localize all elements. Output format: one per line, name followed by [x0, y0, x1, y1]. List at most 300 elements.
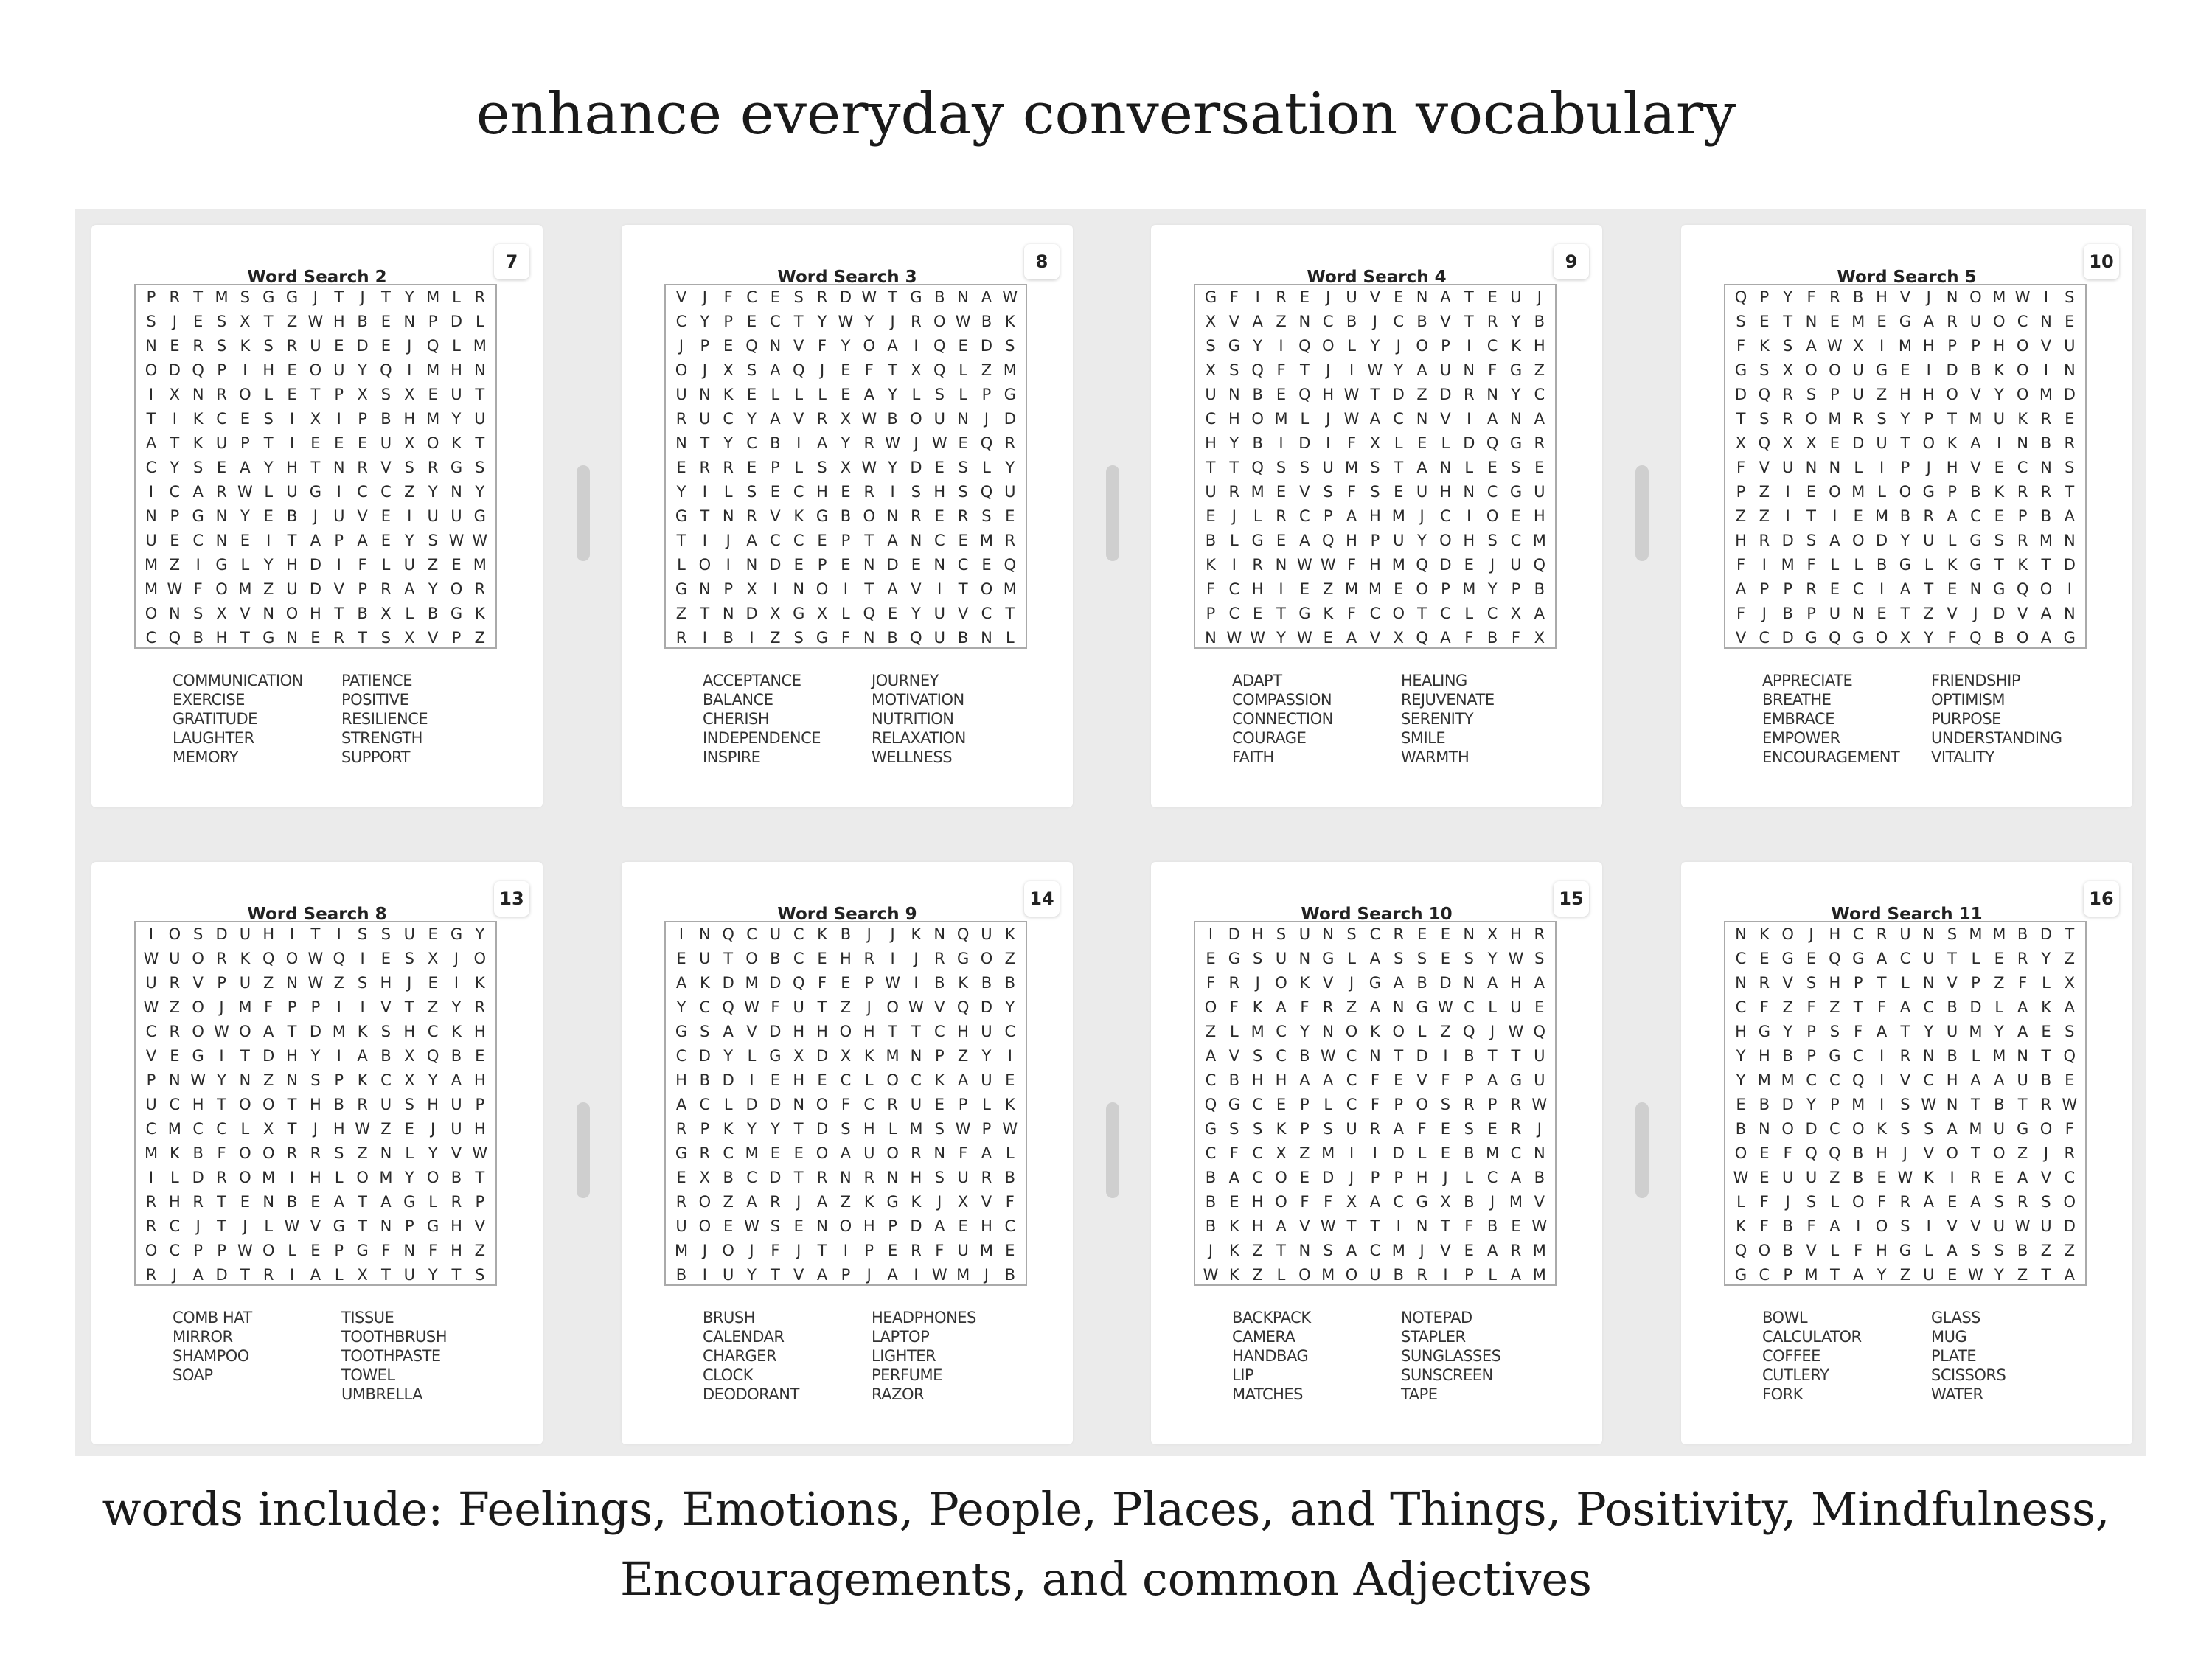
grid-letter: E	[1394, 580, 1404, 598]
grid-letter: S	[1440, 1096, 1451, 1113]
grid-row	[1725, 1239, 2085, 1263]
grid-letter: K	[1299, 974, 1310, 992]
grid-letter: P	[958, 1096, 968, 1113]
grid-row	[1725, 431, 2085, 456]
grid-letter: F	[1854, 1023, 1863, 1040]
grid-letter: K	[474, 605, 485, 622]
word-item: WARMTH	[1401, 748, 1470, 766]
grid-letter: P	[1806, 605, 1816, 622]
word-list-column	[1401, 671, 1542, 767]
grid-letter: P	[217, 974, 226, 992]
grid-letter: X	[1782, 434, 1793, 452]
grid-letter: N	[1486, 386, 1498, 403]
grid-letter: H	[981, 1217, 992, 1235]
letter-grid	[134, 284, 497, 649]
grid-letter: O	[473, 950, 487, 967]
grid-letter: L	[1229, 532, 1239, 549]
grid-row	[666, 358, 1026, 383]
grid-row	[1195, 626, 1555, 650]
grid-letter: S	[934, 386, 945, 403]
grid-letter: Z	[333, 974, 344, 992]
grid-letter: W	[1320, 556, 1336, 574]
grid-letter: I	[289, 434, 295, 452]
grid-letter: S	[1806, 532, 1817, 549]
grid-letter: X	[840, 1047, 852, 1065]
grid-letter: R	[816, 288, 828, 306]
worksheet-page[interactable]	[622, 225, 1073, 807]
grid-letter: C	[1510, 1144, 1522, 1162]
grid-letter: K	[699, 974, 710, 992]
grid-letter: Y	[1511, 386, 1521, 403]
grid-row	[1725, 480, 2085, 504]
grid-letter: K	[1759, 337, 1770, 355]
grid-row	[1725, 1141, 2085, 1166]
grid-letter: H	[1922, 337, 1935, 355]
grid-letter: C	[216, 410, 227, 428]
grid-letter: E	[2041, 1023, 2051, 1040]
grid-letter: L	[1464, 605, 1474, 622]
grid-letter: R	[1486, 313, 1498, 330]
grid-letter: R	[1876, 925, 1888, 943]
word-item: LIGHTER	[872, 1347, 936, 1365]
grid-letter: C	[933, 1023, 945, 1040]
grid-letter: B	[723, 629, 734, 647]
grid-letter: H	[1510, 925, 1522, 943]
grid-letter: I	[1231, 556, 1237, 574]
grid-letter: F	[1759, 1193, 1769, 1211]
grid-letter: X	[1534, 629, 1545, 647]
grid-letter: T	[1370, 386, 1380, 403]
page-number-badge: 13	[494, 881, 529, 917]
grid-letter: P	[1783, 580, 1793, 598]
grid-letter: M	[1251, 1023, 1265, 1040]
grid-letter: A	[1829, 1217, 1840, 1235]
grid-letter: Y	[475, 483, 485, 501]
grid-letter: I	[1785, 483, 1790, 501]
grid-letter: M	[1898, 337, 1912, 355]
grid-row	[136, 1166, 495, 1190]
worksheet-title: Word Search 11	[1831, 905, 1983, 924]
grid-letter: T	[334, 605, 344, 622]
grid-letter: U	[910, 1096, 922, 1113]
grid-letter: A	[746, 532, 757, 549]
grid-letter: A	[1486, 974, 1498, 992]
grid-letter: P	[1947, 337, 1957, 355]
grid-letter: D	[309, 580, 321, 598]
grid-letter: L	[747, 1047, 757, 1065]
grid-letter: A	[1416, 459, 1427, 476]
grid-letter: J	[702, 361, 707, 379]
grid-letter: V	[380, 459, 392, 476]
grid-letter: T	[310, 386, 321, 403]
grid-letter: L	[452, 337, 461, 355]
grid-letter: L	[452, 288, 461, 306]
grid-letter: V	[1947, 1217, 1958, 1235]
grid-letter: X	[840, 410, 852, 428]
grid-letter: I	[843, 1242, 848, 1259]
grid-letter: O	[1416, 1096, 1428, 1113]
grid-letter: S	[1900, 1120, 1910, 1138]
grid-letter: U	[933, 629, 945, 647]
grid-letter: B	[887, 410, 898, 428]
grid-letter: R	[474, 580, 486, 598]
grid-letter: R	[474, 288, 486, 306]
grid-letter: V	[310, 1217, 321, 1235]
grid-letter: N	[168, 605, 181, 622]
word-item: SOAP	[173, 1366, 213, 1384]
grid-letter: B	[981, 313, 992, 330]
grid-letter: K	[817, 925, 827, 943]
worksheet-page[interactable]	[1151, 862, 1602, 1444]
grid-letter: V	[192, 974, 204, 992]
grid-letter: H	[1322, 386, 1335, 403]
grid-row	[136, 383, 495, 407]
grid-letter: L	[1924, 556, 1933, 574]
grid-letter: G	[1416, 998, 1428, 1016]
grid-letter: L	[1276, 1266, 1286, 1284]
grid-letter: O	[285, 950, 299, 967]
grid-letter: R	[1899, 1047, 1911, 1065]
grid-letter: T	[888, 288, 897, 306]
grid-letter: S	[746, 361, 757, 379]
grid-letter: R	[1393, 925, 1405, 943]
word-list	[173, 1308, 482, 1404]
grid-letter: P	[1806, 1047, 1816, 1065]
grid-letter: J	[1349, 974, 1354, 992]
grid-letter: R	[1463, 1096, 1475, 1113]
grid-letter: Y	[451, 998, 462, 1016]
grid-row	[666, 334, 1026, 358]
grid-letter: B	[380, 1047, 392, 1065]
grid-letter: U	[145, 1096, 157, 1113]
grid-letter: C	[1205, 410, 1217, 428]
grid-letter: J	[819, 361, 825, 379]
grid-letter: W	[885, 974, 900, 992]
grid-letter: I	[796, 434, 801, 452]
grid-letter: N	[403, 313, 416, 330]
grid-letter: Y	[310, 1047, 321, 1065]
grid-letter: M	[1992, 288, 2006, 306]
grid-letter: X	[1510, 605, 1522, 622]
grid-letter: J	[1537, 1120, 1542, 1138]
grid-letter: G	[1969, 532, 1982, 549]
grid-letter: P	[1924, 410, 1934, 428]
grid-letter: B	[357, 313, 368, 330]
grid-letter: G	[910, 288, 922, 306]
scroll-handle[interactable]	[1635, 465, 1649, 561]
grid-letter: K	[451, 434, 462, 452]
scroll-handle[interactable]	[1106, 1102, 1119, 1198]
grid-row	[666, 1068, 1026, 1093]
worksheet-title: Word Search 10	[1301, 905, 1453, 924]
grid-letter: Q	[722, 925, 734, 943]
grid-letter: C	[1252, 1144, 1264, 1162]
grid-letter: V	[427, 629, 439, 647]
grid-letter: N	[886, 1169, 899, 1186]
grid-row	[1195, 480, 1555, 504]
grid-letter: J	[1926, 459, 1931, 476]
grid-letter: N	[1463, 483, 1475, 501]
grid-letter: V	[145, 1047, 157, 1065]
grid-letter: N	[1369, 1047, 1381, 1065]
grid-row	[1195, 971, 1555, 995]
grid-letter: R	[981, 1169, 992, 1186]
grid-letter: K	[474, 974, 485, 992]
grid-letter: B	[1205, 532, 1217, 549]
grid-letter: E	[1947, 1193, 1958, 1211]
grid-row	[136, 971, 495, 995]
grid-letter: J	[1537, 288, 1542, 306]
grid-letter: Y	[428, 580, 438, 598]
word-item: BACKPACK	[1232, 1309, 1311, 1326]
grid-letter: A	[1346, 507, 1357, 525]
grid-letter: G	[309, 483, 322, 501]
grid-letter: F	[428, 1242, 438, 1259]
grid-letter: C	[746, 288, 757, 306]
grid-letter: D	[309, 556, 321, 574]
worksheet-page[interactable]	[1681, 225, 2132, 807]
grid-letter: P	[1971, 974, 1980, 992]
grid-letter: U	[2040, 1217, 2052, 1235]
grid-letter: J	[890, 925, 895, 943]
grid-letter: O	[2039, 580, 2053, 598]
grid-letter: G	[815, 629, 829, 647]
grid-letter: D	[769, 974, 782, 992]
grid-letter: T	[1299, 361, 1310, 379]
scroll-handle[interactable]	[1106, 465, 1119, 561]
word-list-column	[872, 1308, 1012, 1404]
grid-letter: L	[334, 1266, 344, 1284]
grid-letter: P	[1441, 580, 1450, 598]
grid-letter: L	[405, 1144, 414, 1162]
grid-letter: S	[1806, 1193, 1817, 1211]
grid-letter: C	[793, 483, 804, 501]
word-list-column	[341, 1308, 482, 1404]
grid-letter: N	[380, 1144, 392, 1162]
worksheet-page[interactable]	[622, 862, 1073, 1444]
grid-letter: S	[841, 1120, 851, 1138]
grid-letter: S	[1947, 925, 1958, 943]
grid-letter: E	[1440, 1144, 1451, 1162]
grid-letter: E	[1299, 580, 1310, 598]
grid-letter: I	[407, 507, 412, 525]
grid-letter: B	[770, 950, 781, 967]
grid-letter: K	[357, 1071, 368, 1089]
grid-letter: E	[1947, 1266, 1958, 1284]
grid-letter: P	[475, 1096, 485, 1113]
grid-letter: R	[675, 1193, 687, 1211]
grid-letter: Y	[888, 459, 897, 476]
grid-letter: G	[215, 556, 228, 574]
grid-row	[666, 947, 1026, 971]
grid-letter: T	[1276, 1242, 1286, 1259]
grid-letter: T	[1877, 974, 1887, 992]
grid-letter: E	[1206, 507, 1216, 525]
grid-letter: T	[287, 1120, 297, 1138]
grid-letter: J	[407, 337, 412, 355]
grid-letter: N	[981, 629, 992, 647]
word-item: STAPLER	[1401, 1328, 1466, 1346]
grid-letter: R	[1510, 1242, 1522, 1259]
grid-letter: O	[239, 1169, 251, 1186]
grid-letter: F	[1005, 1193, 1015, 1211]
grid-letter: R	[911, 507, 922, 525]
grid-letter: Y	[1229, 434, 1239, 452]
grid-letter: Y	[170, 459, 180, 476]
grid-letter: C	[169, 1096, 181, 1113]
grid-row	[136, 602, 495, 626]
grid-row	[136, 310, 495, 334]
grid-letter: O	[145, 605, 158, 622]
grid-letter: I	[336, 998, 341, 1016]
grid-letter: G	[1004, 386, 1016, 403]
scroll-handle[interactable]	[577, 465, 590, 561]
grid-letter: T	[1346, 1217, 1357, 1235]
grid-letter: I	[336, 1047, 341, 1065]
grid-letter: R	[1416, 1266, 1427, 1284]
grid-letter: E	[934, 1096, 945, 1113]
grid-letter: V	[1899, 1071, 1911, 1089]
grid-letter: A	[1806, 337, 1817, 355]
grid-letter: E	[428, 386, 438, 403]
grid-letter: L	[334, 1169, 344, 1186]
grid-letter: W	[931, 1266, 947, 1284]
grid-letter: M	[1321, 1144, 1335, 1162]
grid-letter: G	[450, 459, 463, 476]
grid-letter: W	[2014, 1217, 2031, 1235]
grid-letter: Y	[404, 1169, 414, 1186]
grid-letter: R	[357, 1096, 368, 1113]
grid-letter: J	[1326, 410, 1331, 428]
grid-letter: I	[336, 925, 341, 943]
scroll-handle[interactable]	[1635, 1102, 1649, 1198]
word-item: INDEPENDENCE	[703, 729, 821, 747]
grid-letter: H	[1463, 532, 1475, 549]
grid-letter: C	[1205, 1144, 1217, 1162]
grid-letter: W	[307, 974, 324, 992]
grid-letter: V	[1369, 288, 1381, 306]
grid-letter: Y	[1994, 1023, 2004, 1040]
grid-letter: H	[840, 950, 852, 967]
word-item: FORK	[1762, 1385, 1803, 1403]
grid-letter: X	[310, 410, 321, 428]
grid-letter: P	[1830, 1096, 1840, 1113]
grid-letter: V	[2040, 337, 2052, 355]
grid-letter: F	[771, 1242, 780, 1259]
grid-letter: E	[1877, 313, 1887, 330]
grid-letter: O	[1899, 483, 1912, 501]
grid-letter: A	[1276, 998, 1287, 1016]
grid-letter: P	[146, 288, 156, 306]
grid-letter: P	[170, 507, 180, 525]
grid-letter: P	[217, 361, 226, 379]
grid-letter: T	[958, 580, 968, 598]
grid-letter: U	[1004, 483, 1016, 501]
grid-letter: G	[1251, 532, 1264, 549]
grid-letter: X	[1806, 434, 1817, 452]
grid-letter: E	[1416, 925, 1427, 943]
grid-letter: E	[1829, 313, 1840, 330]
grid-row	[1725, 456, 2085, 480]
grid-letter: L	[1464, 1169, 1474, 1186]
grid-letter: I	[289, 410, 295, 428]
word-item: PURPOSE	[1931, 710, 2001, 728]
word-list	[703, 671, 1012, 767]
grid-letter: N	[380, 1217, 392, 1235]
grid-letter: U	[863, 1144, 875, 1162]
grid-letter: J	[219, 998, 224, 1016]
grid-letter: C	[1759, 629, 1770, 647]
grid-letter: U	[723, 1266, 734, 1284]
worksheet-page[interactable]	[1681, 862, 2132, 1444]
grid-letter: X	[2064, 974, 2075, 992]
grid-letter: O	[2016, 337, 2029, 355]
grid-letter: Z	[1252, 1266, 1263, 1284]
grid-letter: A	[1323, 1071, 1334, 1089]
worksheet-page[interactable]	[91, 862, 543, 1444]
grid-letter: Z	[263, 1071, 274, 1089]
grid-letter: R	[675, 629, 687, 647]
grid-letter: I	[2043, 361, 2049, 379]
grid-letter: T	[240, 1266, 250, 1284]
grid-letter: P	[358, 410, 367, 428]
grid-letter: H	[333, 1120, 345, 1138]
worksheet-page[interactable]	[91, 225, 543, 807]
grid-letter: G	[403, 1193, 416, 1211]
grid-letter: P	[864, 974, 874, 992]
grid-letter: A	[863, 386, 874, 403]
grid-letter: R	[1759, 974, 1770, 992]
grid-letter: G	[2016, 1120, 2029, 1138]
grid-letter: B	[192, 629, 204, 647]
word-item: CONNECTION	[1232, 710, 1333, 728]
grid-letter: X	[1346, 1193, 1357, 1211]
grid-letter: T	[1783, 313, 1793, 330]
grid-letter: J	[1490, 1023, 1495, 1040]
grid-letter: U	[957, 1169, 969, 1186]
grid-letter: Y	[911, 605, 921, 622]
grid-letter: B	[380, 410, 392, 428]
grid-letter: W	[1968, 1266, 1983, 1284]
grid-letter: L	[1464, 459, 1474, 476]
grid-letter: I	[1879, 580, 1885, 598]
scroll-handle[interactable]	[577, 1102, 590, 1198]
worksheet-page[interactable]	[1151, 225, 1602, 807]
grid-letter: R	[286, 337, 298, 355]
grid-letter: W	[744, 998, 759, 1016]
grid-letter: P	[1394, 1096, 1404, 1113]
grid-letter: O	[239, 1096, 251, 1113]
grid-letter: U	[1510, 998, 1522, 1016]
grid-row	[1725, 922, 2085, 947]
grid-letter: L	[911, 386, 921, 403]
grid-row	[666, 456, 1026, 480]
grid-letter: J	[1761, 605, 1767, 622]
grid-letter: A	[1947, 1242, 1958, 1259]
grid-letter: T	[2065, 925, 2075, 943]
grid-letter: C	[1486, 605, 1498, 622]
grid-letter: A	[192, 483, 204, 501]
grid-letter: R	[427, 459, 439, 476]
grid-letter: K	[192, 434, 204, 452]
grid-letter: F	[1417, 1120, 1427, 1138]
grid-letter: M	[1875, 507, 1889, 525]
grid-letter: W	[861, 288, 877, 306]
grid-letter: E	[841, 974, 851, 992]
grid-letter: K	[1923, 1169, 1934, 1186]
grid-letter: U	[403, 925, 415, 943]
grid-letter: C	[1486, 337, 1498, 355]
